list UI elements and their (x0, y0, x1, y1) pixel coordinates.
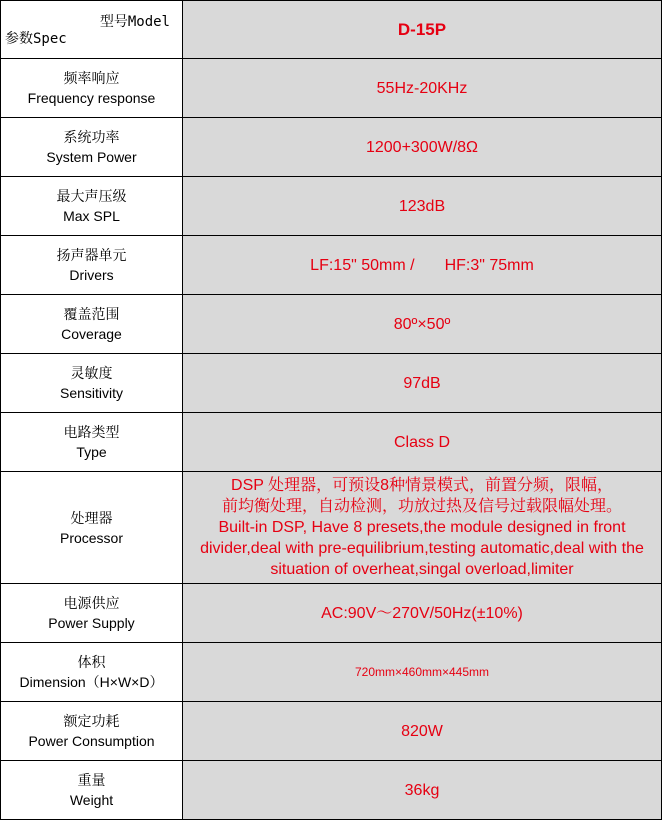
spec-label-cell (1, 472, 183, 584)
spec-value-cell (183, 295, 662, 354)
label-en: Type (76, 444, 107, 460)
label-en: Dimension（H×W×D） (19, 674, 164, 690)
spec-row (1, 702, 662, 761)
spec-row (1, 472, 662, 584)
label-cn: 电源供应 (63, 595, 120, 611)
spec-row (1, 584, 662, 643)
processor-value-cell (183, 472, 662, 584)
spec-label-cell (1, 118, 183, 177)
spec-value: 123dB (398, 197, 446, 215)
label-en: System Power (46, 149, 137, 165)
label-en: Max SPL (63, 208, 120, 224)
spec-row (1, 354, 662, 413)
label-cn: 扬声器单元 (56, 247, 127, 263)
spec-value-cell (183, 354, 662, 413)
spec-label-cell (1, 177, 183, 236)
spec-value: 820W (401, 722, 443, 740)
spec-value: 80º×50º (393, 315, 451, 333)
model-value-cell (183, 1, 662, 59)
spec-value: AC:90V～270V/50Hz(±10%) (321, 604, 523, 622)
label-en: Coverage (61, 326, 122, 342)
drivers-lf-value: LF:15" 50mm / (310, 256, 415, 274)
spec-label-cell (1, 643, 183, 702)
label-en: Weight (69, 792, 114, 808)
model-name: D-15P (397, 19, 447, 39)
processor-cn-line-2: 前均衡处理，自动检测，功放过热及信号过载限幅处理。 (221, 498, 622, 515)
label-cn: 处理器 (70, 509, 113, 526)
spec-value-cell (183, 643, 662, 702)
label-en: Processor (59, 529, 124, 546)
spec-row (1, 236, 662, 295)
spec-value-cell (183, 413, 662, 472)
spec-label-cell (1, 295, 183, 354)
spec-value: 1200+300W/8Ω (365, 138, 479, 156)
label-en: Power Supply (48, 615, 135, 631)
label-cn: 电路类型 (63, 424, 120, 440)
header-row (1, 1, 662, 59)
model-header-label: 型号Model (99, 14, 170, 30)
spec-row (1, 295, 662, 354)
spec-value: Class D (393, 433, 450, 451)
label-cn: 覆盖范围 (63, 306, 120, 322)
spec-label-cell (1, 59, 183, 118)
spec-header-label: 参数Spec (5, 31, 67, 47)
spec-value-cell (183, 118, 662, 177)
spec-row (1, 59, 662, 118)
label-cn: 体积 (77, 654, 106, 670)
header-diagonal-cell (1, 1, 183, 59)
spec-value-cell (183, 177, 662, 236)
spec-value-cell (183, 236, 662, 295)
label-en: Drivers (69, 267, 114, 283)
drivers-hf-value: HF:3" 75mm (444, 256, 534, 274)
spec-label-cell (1, 702, 183, 761)
spec-value: 55Hz-20KHz (376, 79, 468, 97)
label-en: Sensitivity (59, 385, 124, 401)
processor-cn-line-1: DSP 处理器，可预设8种情景模式，前置分频，限幅， (231, 477, 613, 494)
spec-label-cell (1, 236, 183, 295)
spec-row (1, 177, 662, 236)
spec-row (1, 643, 662, 702)
spec-value: 36kg (404, 781, 440, 799)
spec-row (1, 118, 662, 177)
spec-label-cell (1, 761, 183, 820)
label-en: Power Consumption (28, 733, 155, 749)
label-cn: 系统功率 (63, 129, 120, 145)
label-en: Frequency response (27, 90, 156, 106)
spec-label-cell (1, 584, 183, 643)
spec-value-cell (183, 702, 662, 761)
label-cn: 频率响应 (63, 70, 120, 86)
spec-value-cell (183, 761, 662, 820)
spec-value: 720mm×460mm×445mm (354, 664, 490, 679)
spec-label-cell (1, 413, 183, 472)
spec-value: 97dB (403, 374, 441, 392)
label-cn: 最大声压级 (56, 188, 127, 204)
label-cn: 重量 (77, 772, 106, 788)
processor-en-text: Built-in DSP, Have 8 presets,the module designed in front divider,deal with pre-equilibrium,testing automatic,deal with the situation of overheat,singal overload,limiter (200, 519, 644, 578)
label-cn: 灵敏度 (70, 365, 113, 381)
spec-value-cell (183, 59, 662, 118)
spec-label-cell (1, 354, 183, 413)
spec-value-cell (183, 584, 662, 643)
spec-row (1, 413, 662, 472)
spec-row (1, 761, 662, 820)
label-cn: 额定功耗 (63, 713, 120, 729)
